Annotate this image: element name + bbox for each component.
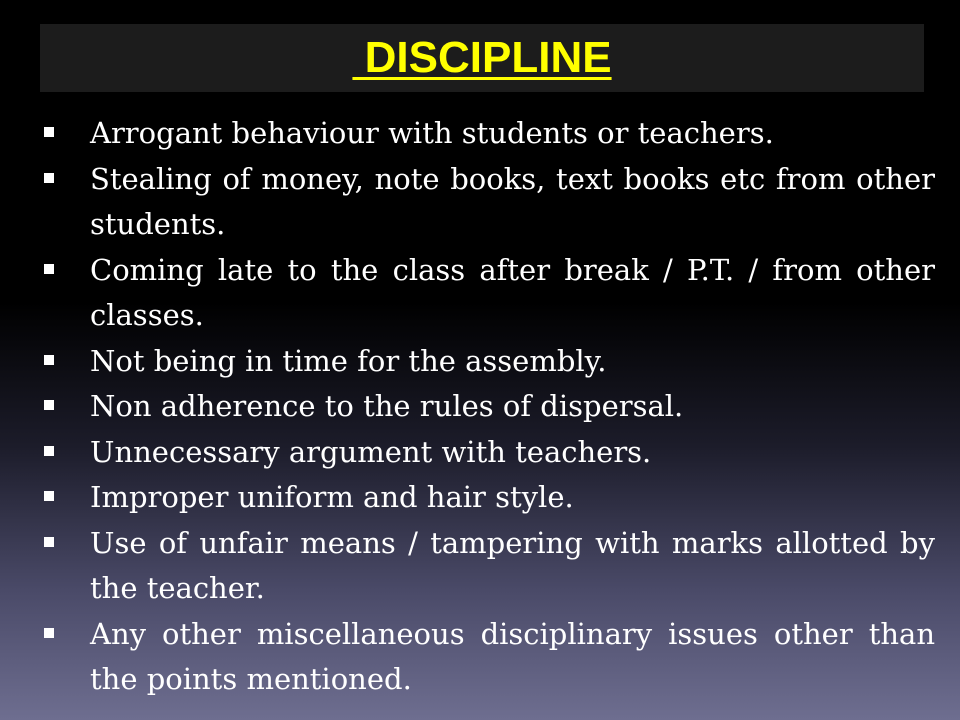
bullet-list	[44, 111, 935, 703]
square-bullet-icon	[44, 400, 54, 410]
bullet-item-assembly	[44, 339, 935, 385]
square-bullet-icon	[44, 264, 54, 274]
bullet-text: Improper uniform and hair style.	[90, 480, 574, 514]
square-bullet-icon	[44, 491, 54, 501]
bullet-item-unfair-means	[44, 521, 935, 612]
square-bullet-icon	[44, 355, 54, 365]
bullet-text: Not being in time for the assembly.	[90, 343, 607, 378]
bullet-item-dispersal	[44, 384, 935, 430]
bullet-text: Any other miscellaneous disciplinary issues other than the points mentioned.	[90, 616, 935, 696]
square-bullet-icon	[44, 446, 54, 456]
square-bullet-icon	[44, 537, 54, 547]
title-bar	[40, 24, 924, 92]
bullet-text: Non adherence to the rules of dispersal.	[90, 389, 684, 423]
bullet-item-uniform	[44, 475, 935, 521]
bullet-item-stealing	[44, 157, 935, 248]
bullet-item-coming-late	[44, 248, 935, 339]
bullet-text: Arrogant behaviour with students or teachers.	[90, 116, 774, 150]
bullet-text: Use of unfair means / tampering with marks allotted by the teacher.	[90, 525, 935, 605]
bullet-item-arrogant-behaviour	[44, 111, 935, 157]
square-bullet-icon	[44, 628, 54, 638]
square-bullet-icon	[44, 173, 54, 183]
bullet-text: Stealing of money, note books, text books etc from other students.	[90, 161, 935, 241]
slide-title: DISCIPLINE	[352, 33, 612, 82]
bullet-item-miscellaneous	[44, 612, 935, 703]
bullet-text: Coming late to the class after break / P.T. / from other classes.	[90, 252, 935, 332]
bullet-text: Unnecessary argument with teachers.	[90, 434, 652, 469]
bullet-item-argument	[44, 430, 935, 476]
square-bullet-icon	[44, 127, 54, 137]
